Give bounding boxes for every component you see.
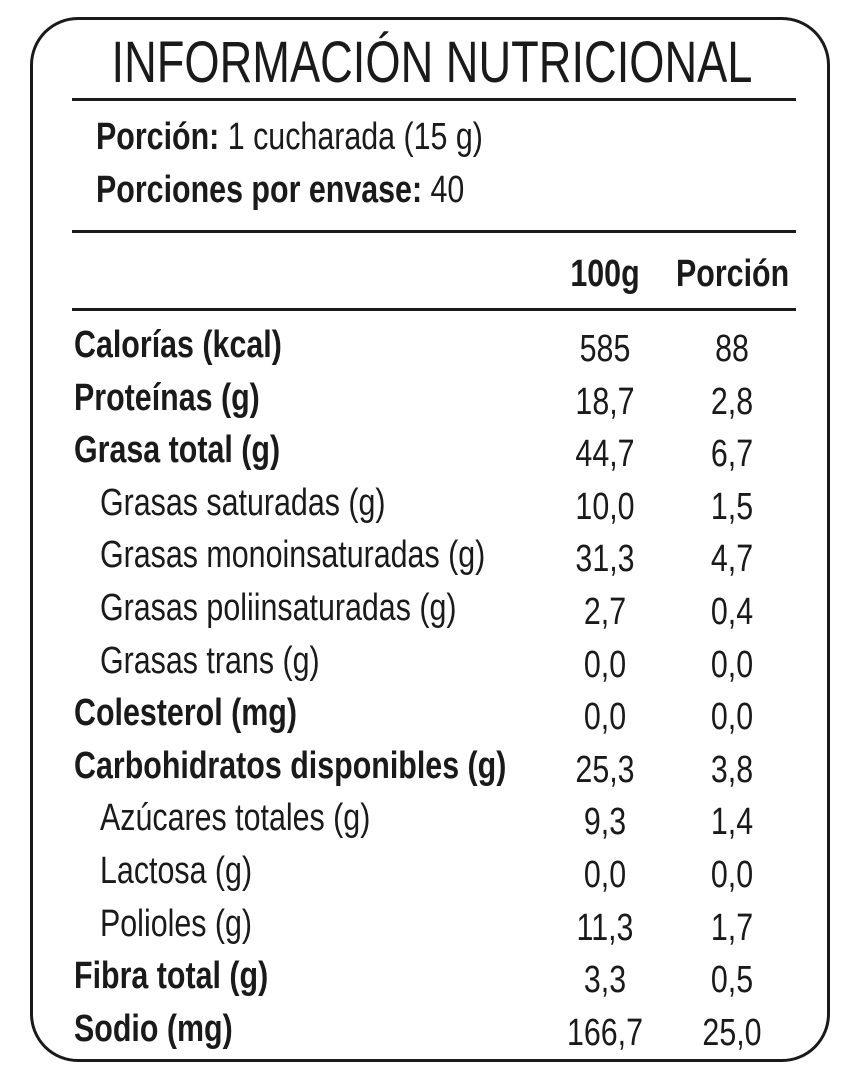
value-per-100g: 0,0	[583, 854, 627, 896]
portion-label: Porción:	[96, 116, 220, 158]
value-per-portion: 3,8	[710, 748, 754, 791]
nutrient-name: Grasa total (g)	[74, 429, 281, 472]
value-per-100g: 0,0	[583, 696, 627, 739]
nutrient-name: Lactosa (g)	[100, 850, 253, 892]
table-row	[0, 901, 864, 953]
table-row	[0, 322, 864, 374]
table-row	[0, 848, 864, 900]
table-row	[0, 585, 864, 637]
value-per-portion: 0,0	[710, 696, 754, 739]
portion-value: 1 cucharada (15 g)	[227, 116, 483, 158]
value-per-portion: 0,5	[710, 959, 754, 1002]
value-per-portion: 1,7	[710, 906, 754, 949]
value-per-100g: 31,3	[575, 538, 635, 581]
table-row	[0, 690, 864, 742]
value-per-portion: 0,0	[710, 854, 754, 896]
value-per-portion: 4,7	[710, 538, 754, 581]
value-per-100g: 9,3	[583, 801, 627, 844]
nutrient-name: Polioles (g)	[100, 902, 253, 945]
table-row	[0, 953, 864, 1005]
value-per-100g: 44,7	[575, 433, 635, 476]
portion-line	[96, 115, 483, 159]
label-title: INFORMACIÓN NUTRICIONAL	[111, 30, 753, 95]
nutrient-name: Grasas poliinsaturadas (g)	[100, 587, 457, 629]
value-per-portion: 1,5	[710, 485, 754, 528]
nutrient-name: Calorías (kcal)	[74, 324, 282, 366]
table-row	[0, 743, 864, 795]
column-header-portion: Porción	[676, 253, 790, 295]
servings-per-package-label: Porciones por envase:	[96, 169, 423, 211]
value-per-portion: 1,4	[710, 801, 754, 844]
table-row	[0, 375, 864, 427]
nutrient-name: Fibra total (g)	[74, 955, 269, 998]
value-per-100g: 25,3	[575, 748, 635, 791]
value-per-100g: 10,0	[575, 485, 635, 528]
table-row	[0, 638, 864, 690]
nutrient-name: Colesterol (mg)	[74, 692, 297, 735]
servings-per-package-line	[96, 168, 464, 212]
value-per-100g: 166,7	[566, 1011, 644, 1054]
value-per-100g: 0,0	[583, 643, 627, 686]
nutrient-name: Grasas trans (g)	[100, 639, 320, 682]
serving-divider	[72, 230, 796, 233]
value-per-100g: 11,3	[576, 906, 634, 949]
value-per-portion: 2,8	[710, 380, 754, 423]
table-row	[0, 480, 864, 532]
table-row	[0, 795, 864, 847]
nutrient-name: Azúcares totales (g)	[100, 797, 371, 840]
table-row	[0, 532, 864, 584]
nutrient-name: Proteínas (g)	[74, 376, 260, 419]
header-divider	[72, 308, 796, 311]
value-per-portion: 6,7	[710, 433, 754, 476]
nutrient-name: Grasas monoinsaturadas (g)	[100, 534, 486, 577]
column-header-100g: 100g	[570, 253, 640, 295]
value-per-portion: 0,4	[710, 591, 754, 633]
servings-per-package-value: 40	[430, 169, 465, 211]
nutrient-name: Carbohidratos disponibles (g)	[74, 744, 507, 787]
value-per-portion: 25,0	[702, 1011, 762, 1054]
value-per-100g: 585	[579, 328, 631, 370]
value-per-portion: 0,0	[710, 643, 754, 686]
nutrient-name: Grasas saturadas (g)	[100, 481, 386, 524]
value-per-100g: 3,3	[583, 959, 627, 1002]
table-row	[0, 427, 864, 479]
value-per-portion: 88	[715, 328, 749, 370]
value-per-100g: 2,7	[583, 591, 627, 633]
value-per-100g: 18,7	[575, 380, 635, 423]
nutrient-name: Sodio (mg)	[74, 1007, 233, 1050]
title-divider	[72, 98, 796, 101]
table-row	[0, 1006, 864, 1058]
